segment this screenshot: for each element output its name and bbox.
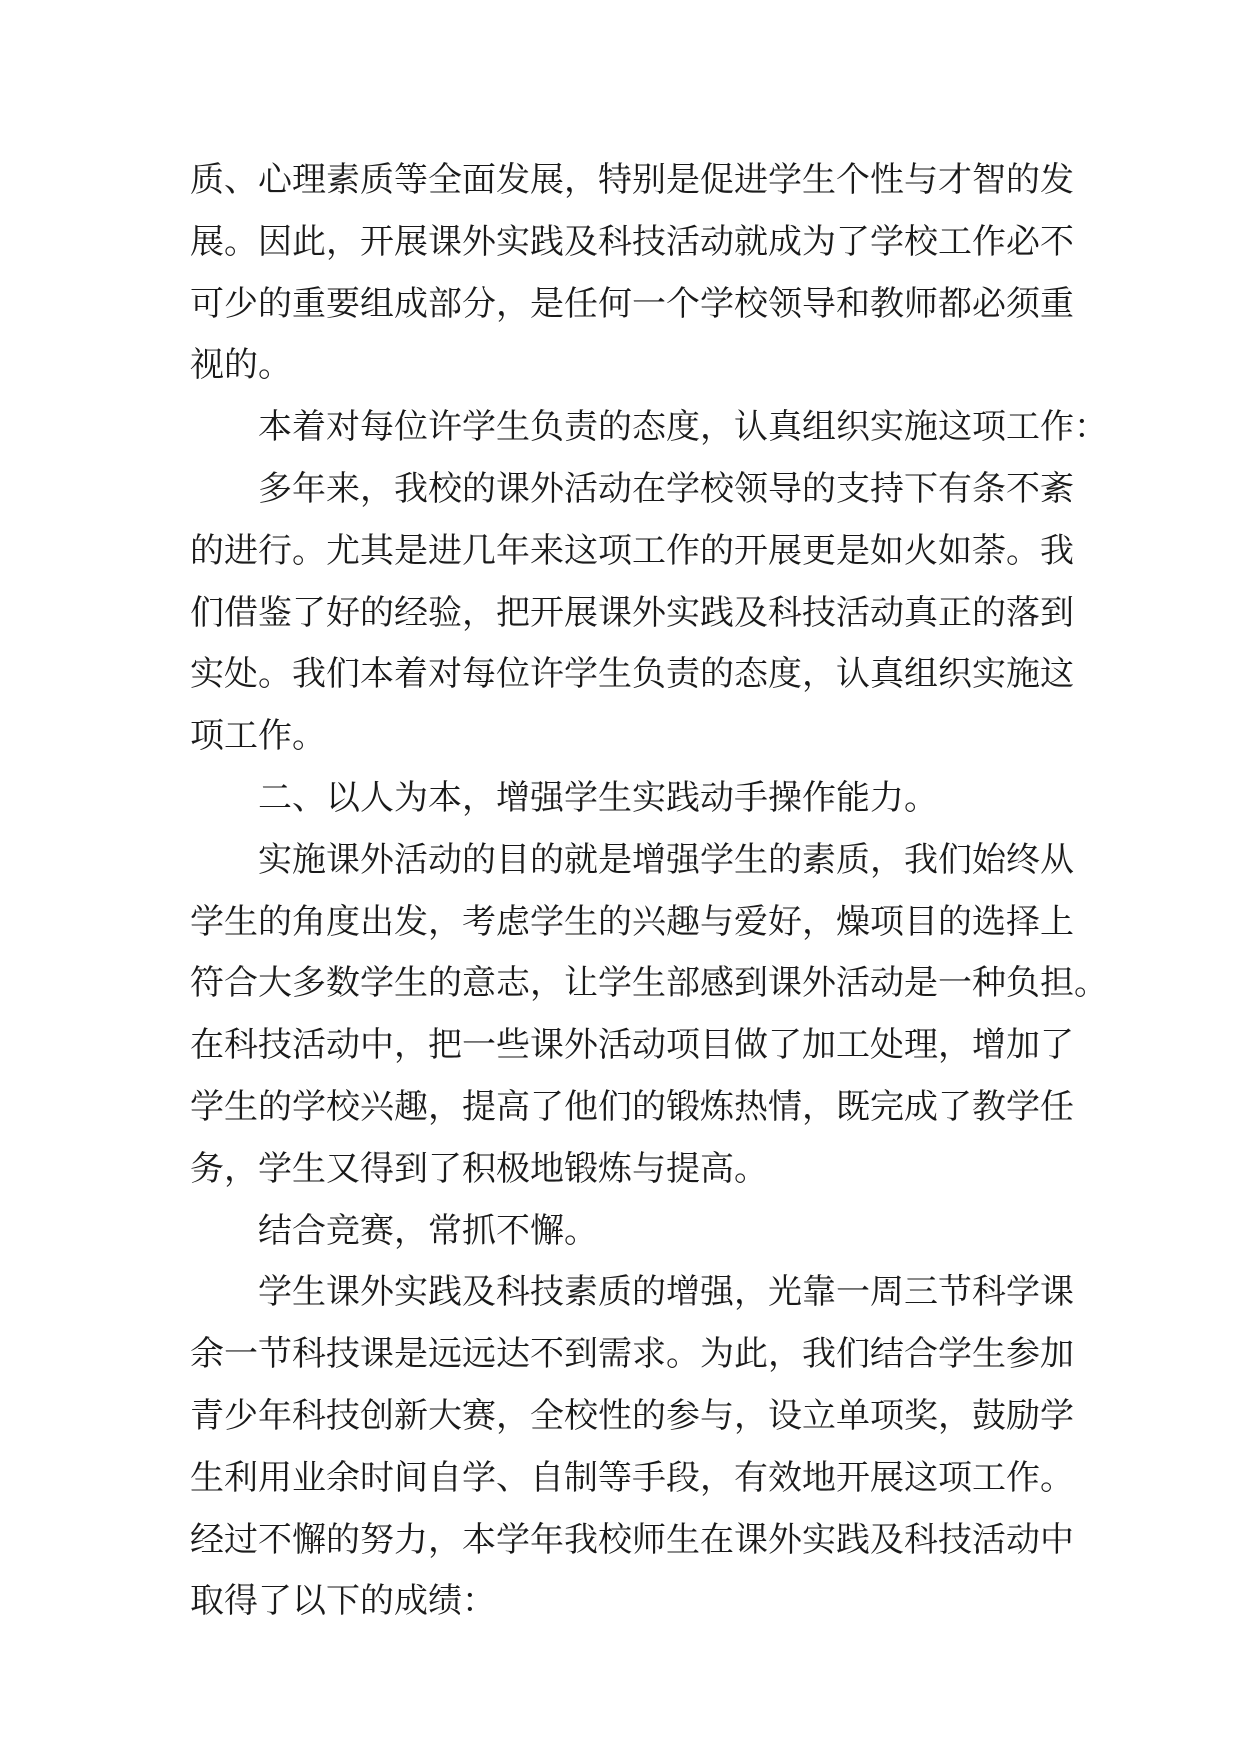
text-line: 学生的角度出发，考虑学生的兴趣与爱好，燥项目的选择上 — [190, 901, 1074, 942]
text-line: 实施课外活动的目的就是增强学生的素质，我们始终从 — [258, 839, 1074, 880]
text-line: 取得了以下的成绩： — [190, 1581, 496, 1622]
text-line: 展。因此，开展课外实践及科技活动就成为了学校工作必不 — [190, 221, 1074, 262]
text-line: 经过不懈的努力，本学年我校师生在课外实践及科技活动中 — [190, 1519, 1074, 1560]
body-text — [190, 150, 1108, 1633]
text-line: 实处。我们本着对每位许学生负责的态度，认真组织实施这 — [190, 654, 1074, 695]
text-line: 在科技活动中，把一些课外活动项目做了加工处理，增加了 — [190, 1025, 1074, 1066]
text-line: 项工作。 — [190, 716, 326, 757]
text-line: 多年来，我校的课外活动在学校领导的支持下有条不紊 — [258, 468, 1074, 509]
text-line: 本着对每位许学生负责的态度，认真组织实施这项工作： — [258, 407, 1108, 448]
text-line: 二、以人为本，增强学生实践动手操作能力。 — [258, 777, 938, 818]
text-line: 的进行。尤其是进几年来这项工作的开展更是如火如荼。我 — [190, 530, 1074, 571]
text-line: 学生的学校兴趣，提高了他们的锻炼热情，既完成了教学任 — [190, 1086, 1074, 1127]
text-line: 生利用业余时间自学、自制等手段，有效地开展这项工作。 — [190, 1457, 1074, 1498]
text-line: 可少的重要组成部分，是任何一个学校领导和教师都必须重 — [190, 283, 1074, 324]
text-line: 符合大多数学生的意志，让学生部感到课外活动是一种负担。 — [190, 963, 1108, 1004]
text-line: 余一节科技课是远远达不到需求。为此，我们结合学生参加 — [190, 1334, 1074, 1375]
text-line: 们借鉴了好的经验，把开展课外实践及科技活动真正的落到 — [190, 592, 1074, 633]
text-line: 视的。 — [190, 345, 292, 386]
text-line: 学生课外实践及科技素质的增强，光靠一周三节科学课 — [258, 1272, 1074, 1313]
text-line: 务，学生又得到了积极地锻炼与提高。 — [190, 1148, 768, 1189]
text-line: 结合竞赛，常抓不懈。 — [258, 1210, 598, 1251]
text-line: 青少年科技创新大赛，全校性的参与，设立单项奖，鼓励学 — [190, 1395, 1074, 1436]
text-line: 质、心理素质等全面发展，特别是促进学生个性与才智的发 — [190, 160, 1074, 200]
